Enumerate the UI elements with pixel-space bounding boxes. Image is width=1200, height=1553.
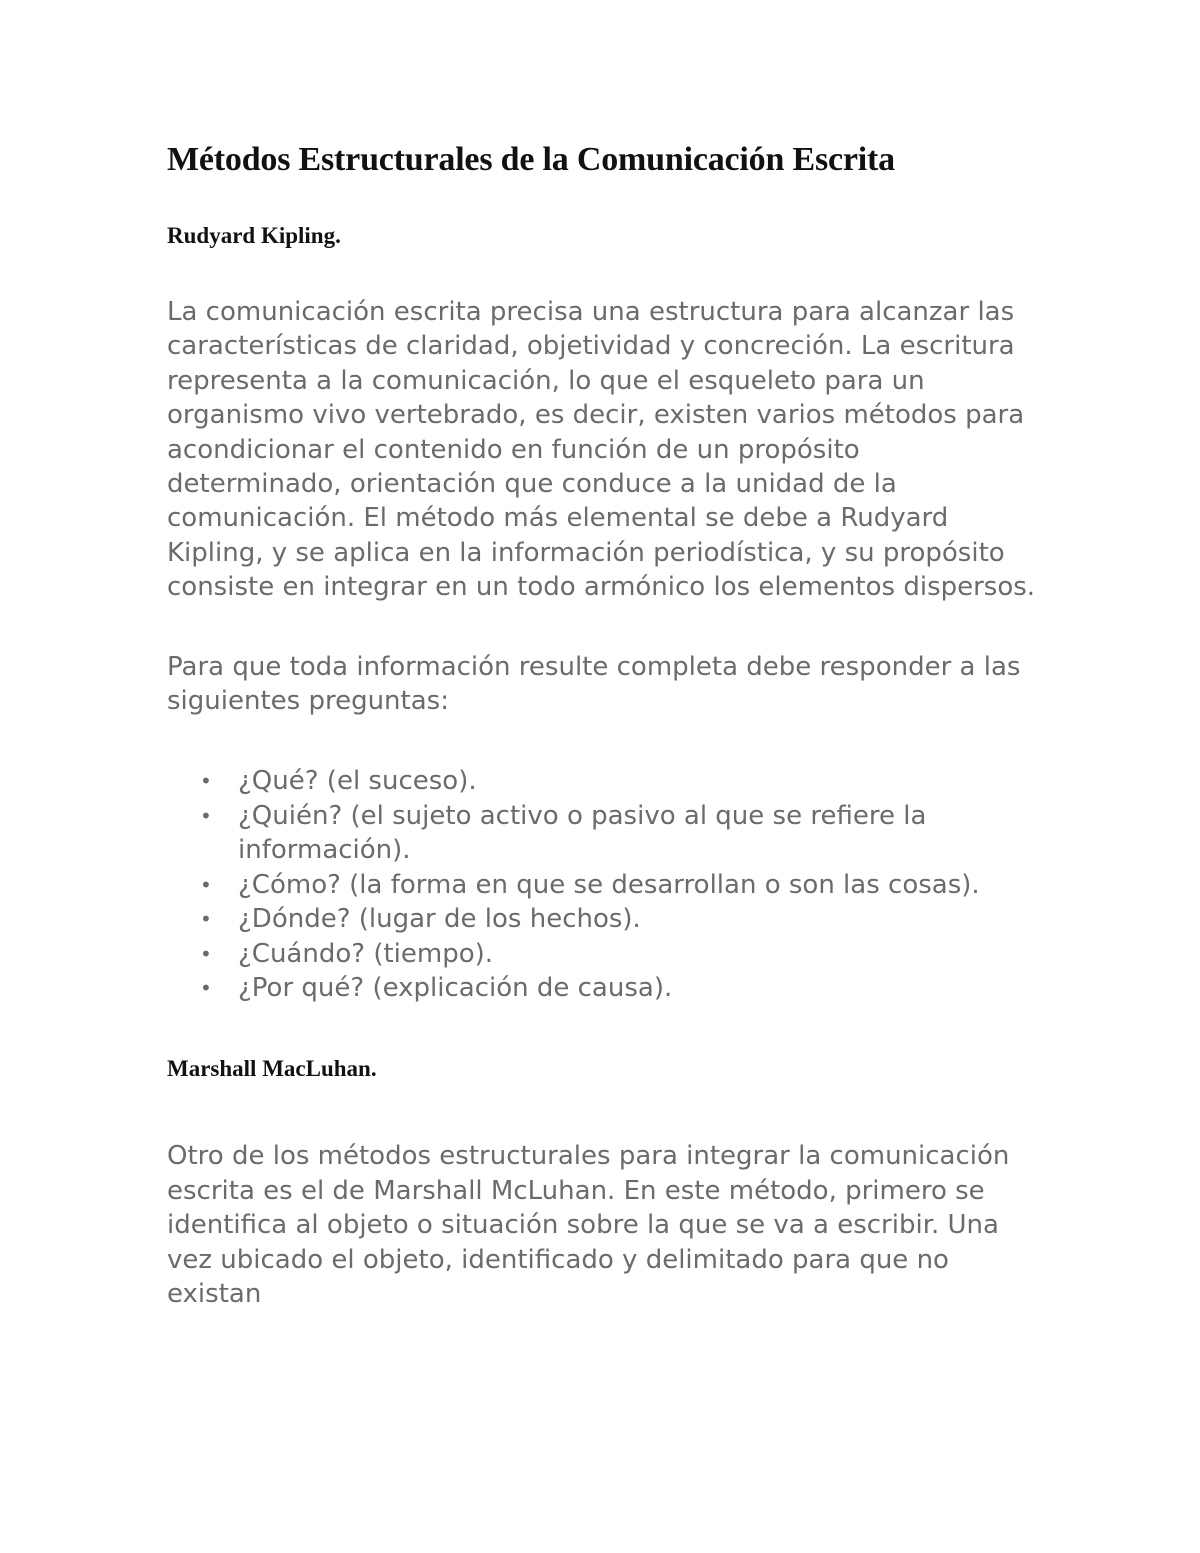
question-text: ¿Qué? (el suceso).	[238, 766, 477, 797]
list-item	[167, 799, 1037, 868]
question-text: ¿Dónde? (lugar de los hechos).	[238, 904, 641, 935]
bullet-icon: •	[200, 975, 212, 1000]
list-item	[167, 868, 1037, 902]
list-item	[167, 902, 1037, 936]
bullet-icon: •	[200, 803, 212, 828]
question-text: ¿Quién? (el sujeto activo o pasivo al que se refiere la información).	[238, 800, 927, 866]
document-page	[167, 138, 1047, 1311]
list-item	[167, 937, 1037, 971]
question-text: ¿Por qué? (explicación de causa).	[238, 972, 673, 1003]
kipling-intro-paragraph: La comunicación escrita precisa una estructura para alcanzar las características de claridad, objetividad y concreción. La escritura representa a la comunicación, lo que el esqueleto para un organismo vivo vertebrado, es decir, existen varios métodos para acondicionar el contenido en función de un propósito determinado, orientación que conduce a la unidad de la comunicación. El método más elemental se debe a Rudyard Kipling, y se aplica en la información periodística, y su propósito consiste en integrar en un todo armónico los elementos dispersos.	[167, 297, 1036, 603]
document-title: Métodos Estructurales de la Comunicación Escrita	[167, 141, 895, 178]
question-text: ¿Cuándo? (tiempo).	[238, 938, 494, 969]
list-item	[167, 971, 1037, 1005]
bullet-icon: •	[200, 907, 212, 932]
bullet-icon: •	[200, 941, 212, 966]
bullet-icon: •	[200, 769, 212, 794]
section-heading-kipling: Rudyard Kipling.	[167, 223, 341, 248]
questions-intro-paragraph: Para que toda información resulte completa debe responder a las siguientes preguntas:	[167, 651, 1021, 717]
questions-list	[167, 764, 1037, 1005]
section-heading-mcluhan: Marshall MacLuhan.	[167, 1056, 377, 1082]
list-item	[167, 764, 1037, 798]
question-text: ¿Cómo? (la forma en que se desarrollan o son las cosas).	[238, 869, 980, 900]
bullet-icon: •	[200, 872, 212, 897]
mcluhan-paragraph: Otro de los métodos estructurales para integrar la comunicación escrita es el de Marshall McLuhan. En este método, primero se identifica al objeto o situación sobre la que se va a escribir. Una vez ubicado el objeto, identificado y delimitado para que no existan	[167, 1141, 1010, 1309]
